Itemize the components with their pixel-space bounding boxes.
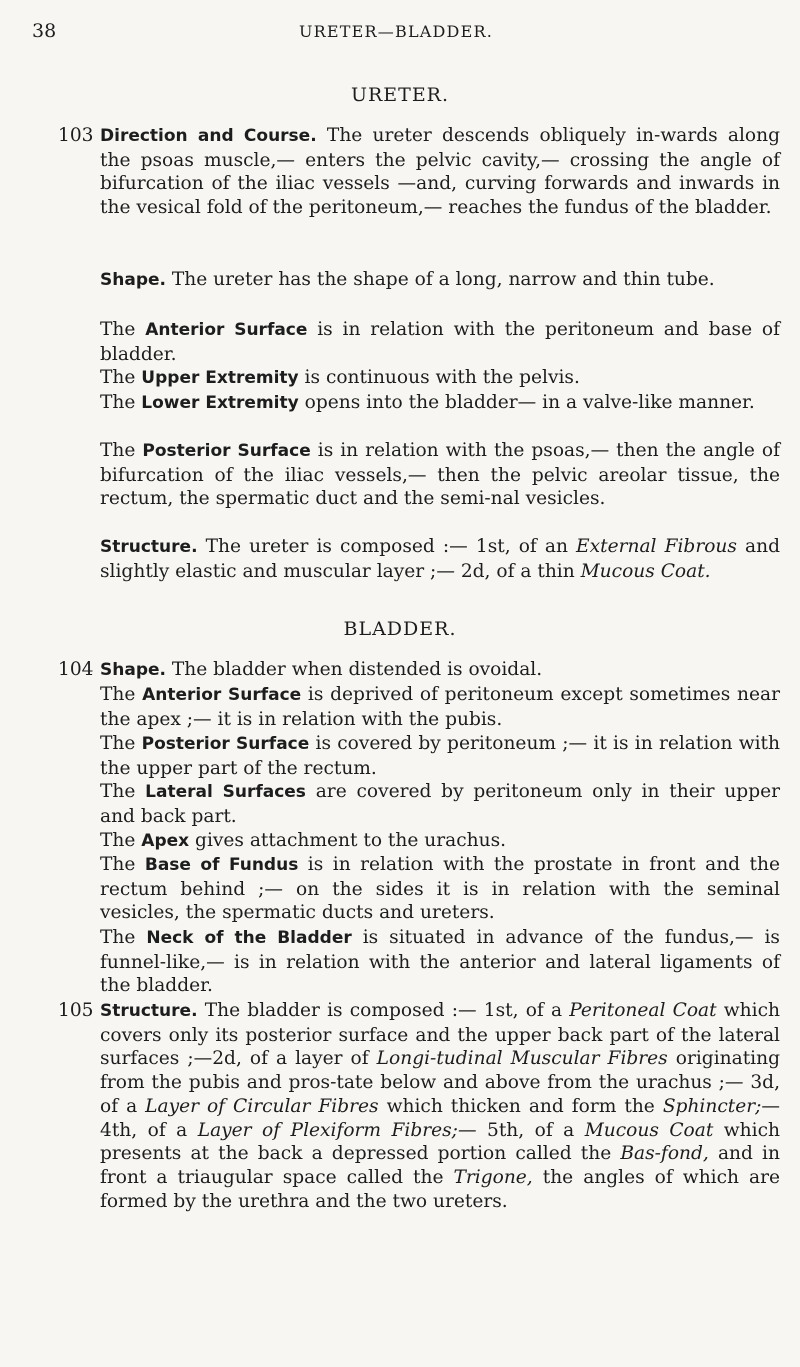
section-title-bladder: BLADDER.	[343, 618, 457, 640]
italic-term: Mucous Coat.	[580, 560, 711, 582]
paragraph-ureter-posterior-surface	[100, 439, 780, 511]
paragraph-ureter-anterior-surface	[100, 318, 780, 366]
italic-term: Trigone,	[453, 1166, 533, 1188]
paragraph-ureter-shape	[100, 268, 780, 293]
paragraph-prefix: The	[100, 733, 142, 754]
paragraph-heading: Posterior Surface	[142, 441, 311, 461]
paragraph-heading: Apex	[141, 831, 190, 851]
body-text: The bladder is composed :— 1st, of a	[197, 1000, 570, 1021]
paragraph-ureter-lower-extremity	[100, 391, 780, 416]
body-text: is situated in advance of the fundus,— is funnel-like,— is in relation with the anterior and lateral ligaments of the bladder.	[100, 927, 780, 997]
paragraph-number: 104	[58, 659, 94, 680]
page-number: 38	[32, 20, 57, 42]
paragraph-prefix: The	[100, 319, 146, 340]
paragraph-prefix: The	[100, 927, 147, 948]
body-text: The bladder when distended is ovoidal.	[165, 659, 543, 680]
paragraph-prefix: The	[100, 854, 145, 875]
italic-term: External Fibrous	[576, 536, 737, 557]
paragraph-bladder-structure	[100, 999, 780, 1213]
paragraph-heading: Upper Extremity	[141, 368, 299, 388]
body-text: is in relation with the peritoneum and base of bladder.	[100, 319, 780, 365]
paragraph-number: 105	[58, 1000, 94, 1021]
body-text: and slightly elastic and muscular layer ;— 2d, of a thin	[100, 536, 780, 582]
body-text: which presents at the back a depressed portion called the	[100, 1119, 780, 1165]
paragraph-heading: Posterior Surface	[141, 734, 310, 754]
paragraph-heading: Structure.	[100, 537, 198, 557]
paragraph-number: 103	[58, 125, 94, 146]
paragraph-heading: Neck of the Bladder	[146, 928, 352, 948]
paragraph-heading: Direction and Course.	[100, 126, 317, 146]
paragraph-bladder-shape	[100, 658, 780, 683]
body-text: The ureter is composed :— 1st, of an	[197, 536, 577, 557]
paragraph-prefix: The	[100, 440, 143, 461]
paragraph-heading: Shape.	[100, 270, 166, 290]
paragraph-heading: Base of Fundus	[144, 855, 299, 875]
paragraph-prefix: The	[100, 367, 142, 388]
paragraph-heading: Lateral Surfaces	[145, 782, 306, 802]
paragraph-heading: Anterior Surface	[142, 685, 302, 705]
body-text: originating from the pubis and pros-tate below and above from the urachus ;— 3d, of a	[100, 1048, 780, 1117]
paragraph-heading: Structure.	[100, 1001, 198, 1021]
paragraph-ureter-direction	[100, 124, 780, 220]
paragraph-bladder-lateral-surfaces	[100, 780, 780, 828]
body-text: is in relation with the prostate in front and the rectum behind ;— on the sides it is in relation with the seminal vesicles, the spermatic ducts and ureters.	[100, 854, 780, 924]
paragraph-heading: Lower Extremity	[141, 393, 299, 413]
running-title: URETER—BLADDER.	[298, 22, 493, 41]
italic-term: Layer of Plexiform Fibres;	[197, 1119, 458, 1141]
body-text: is deprived of peritoneum except sometimes near the apex ;— it is in relation with the pubis.	[100, 684, 781, 730]
paragraph-prefix: The	[100, 684, 143, 705]
running-head	[32, 20, 760, 46]
section-title-ureter: URETER.	[350, 84, 450, 106]
body-text: the angles of which are formed by the urethra and the two ureters.	[100, 1166, 780, 1212]
italic-term: Bas-fond,	[620, 1143, 709, 1165]
body-text: The ureter descends obliquely in-wards along the psoas muscle,— enters the pelvic cavity,— crossing the angle of bifurcation of the iliac vessels —and, curving forwards and inwards in the vesical fold of the peritoneum,— reaches the fundus of the bladder.	[100, 125, 781, 219]
paragraph-heading: Anterior Surface	[145, 320, 308, 340]
paragraph-heading: Shape.	[100, 660, 166, 680]
paragraph-prefix: The	[100, 392, 142, 413]
paragraph-bladder-base-of-fundus	[100, 853, 780, 925]
italic-term: Sphincter;	[662, 1095, 762, 1117]
paragraph-prefix: The	[100, 830, 142, 851]
paragraph-ureter-structure	[100, 535, 780, 583]
body-text: are covered by peritoneum only in their upper and back part.	[100, 781, 780, 827]
paragraph-bladder-neck	[100, 926, 780, 998]
paragraph-bladder-posterior-surface	[100, 732, 780, 780]
italic-term: Layer of Circular Fibres	[145, 1095, 379, 1117]
body-text: is continuous with the pelvis.	[298, 367, 580, 388]
body-text: gives attachment to the urachus.	[189, 830, 507, 851]
body-text: is covered by peritoneum ;— it is in relation with the upper part of the rectum.	[100, 733, 781, 779]
body-text: which covers only its posterior surface and the upper back part of the lateral surfaces ;—2d, of a layer of	[100, 1000, 780, 1070]
paragraph-bladder-anterior-surface	[100, 683, 780, 731]
body-text: — 5th, of a	[457, 1119, 585, 1141]
italic-term: Mucous Coat	[584, 1119, 714, 1141]
body-text: opens into the bladder— in a valve-like manner.	[298, 392, 755, 413]
body-text: and in front a triaugular space called the	[100, 1143, 780, 1188]
italic-term: Longi-tudinal Muscular Fibres	[376, 1048, 668, 1070]
body-text: The ureter has the shape of a long, narrow and thin tube.	[165, 269, 715, 290]
italic-term: Peritoneal Coat	[569, 1000, 717, 1021]
paragraph-bladder-apex	[100, 829, 780, 854]
body-text: which thicken and form the	[378, 1095, 663, 1117]
paragraph-ureter-upper-extremity	[100, 366, 780, 391]
body-text: is in relation with the psoas,— then the angle of bifurcation of the iliac vessels,— then the pelvic areolar tissue, the rectum, the spermatic duct and the semi-nal vesicles.	[100, 440, 780, 510]
paragraph-prefix: The	[100, 781, 146, 802]
body-text: — 4th, of a	[100, 1095, 780, 1141]
